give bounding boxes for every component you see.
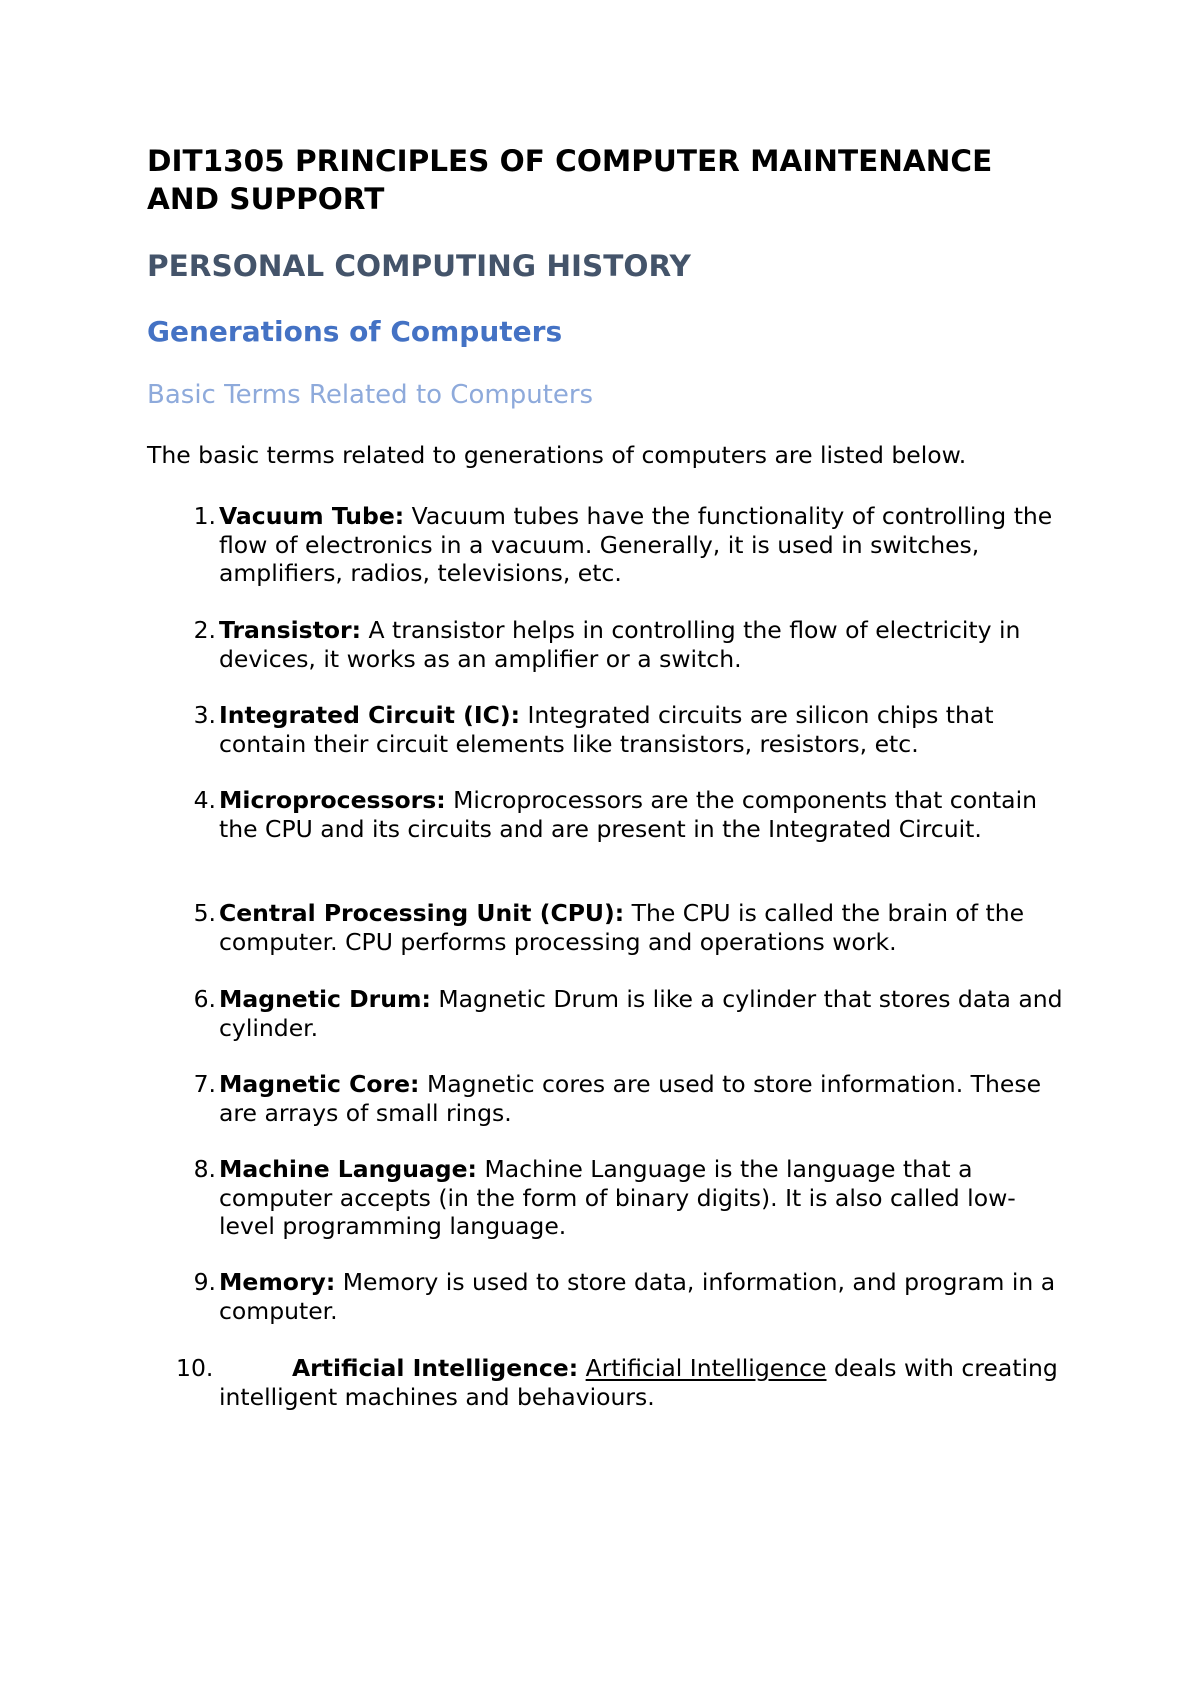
term-name: Integrated Circuit (IC): <box>219 701 520 729</box>
list-number: 10. <box>176 1354 214 1382</box>
list-item-body <box>219 701 1064 758</box>
list-number: 3. <box>193 701 216 729</box>
intro-paragraph: The basic terms related to generations of computers are listed below. <box>147 441 967 469</box>
term-definition: Magnetic cores are used to store information. These are arrays of small rings. <box>219 1070 1042 1127</box>
list-number: 5. <box>193 899 216 927</box>
term-name: Central Processing Unit (CPU): <box>219 899 625 927</box>
list-number: 4. <box>193 786 216 814</box>
term-definition: Integrated circuits are silicon chips that contain their circuit elements like transistors, resistors, etc. <box>219 701 994 758</box>
term-name: Memory: <box>219 1268 336 1296</box>
list-number: 6. <box>193 985 216 1013</box>
term-name: Artificial Intelligence: <box>292 1354 579 1382</box>
term-definition: Magnetic Drum is like a cylinder that stores data and cylinder. <box>219 985 1063 1042</box>
list-number: 1. <box>193 502 216 530</box>
term-name: Machine Language: <box>219 1155 477 1183</box>
term-name: Magnetic Core: <box>219 1070 420 1098</box>
term-definition: Memory is used to store data, information, and program in a computer. <box>219 1268 1056 1325</box>
term-definition: Machine Language is the language that a computer accepts (in the form of binary digits). It is also called low-level programming language. <box>219 1155 1016 1240</box>
term-definition: Microprocessors are the components that contain the CPU and its circuits and are present in the Integrated Circuit. <box>219 786 1038 843</box>
term-name: Magnetic Drum: <box>219 985 431 1013</box>
list-item-body <box>219 899 1064 956</box>
term-definition: The CPU is called the brain of the computer. CPU performs processing and operations work. <box>219 899 1025 956</box>
list-item-body <box>219 985 1064 1042</box>
list-number: 2. <box>193 616 216 644</box>
list-number: 7. <box>193 1070 216 1098</box>
list-item-body <box>219 1070 1064 1127</box>
list-item-body <box>219 1354 1064 1411</box>
term-definition: A transistor helps in controlling the flow of electricity in devices, it works as an amplifier or a switch. <box>219 616 1021 673</box>
term-definition: deals with creating intelligent machines and behaviours. <box>219 1354 1058 1411</box>
list-item-body <box>219 1155 1064 1241</box>
list-number: 9. <box>193 1268 216 1296</box>
artificial-intelligence-link[interactable]: Artificial Intelligence <box>585 1354 827 1382</box>
list-item-body <box>219 502 1064 588</box>
term-name: Vacuum Tube: <box>219 502 405 530</box>
term-definition: Vacuum tubes have the functionality of controlling the flow of electronics in a vacuum. Generally, it is used in switches, amplifiers, radios, televisions, etc. <box>219 502 1053 587</box>
list-item-body <box>219 616 1064 673</box>
term-name: Transistor: <box>219 616 362 644</box>
course-title: DIT1305 PRINCIPLES OF COMPUTER MAINTENANCE AND SUPPORT <box>147 144 993 216</box>
list-item-body <box>219 786 1064 843</box>
list-item-body <box>219 1268 1064 1325</box>
term-name: Microprocessors: <box>219 786 446 814</box>
list-number: 8. <box>193 1155 216 1183</box>
section-heading: PERSONAL COMPUTING HISTORY <box>147 249 691 283</box>
subheading: Generations of Computers <box>147 315 563 348</box>
subsubheading: Basic Terms Related to Computers <box>147 380 594 410</box>
